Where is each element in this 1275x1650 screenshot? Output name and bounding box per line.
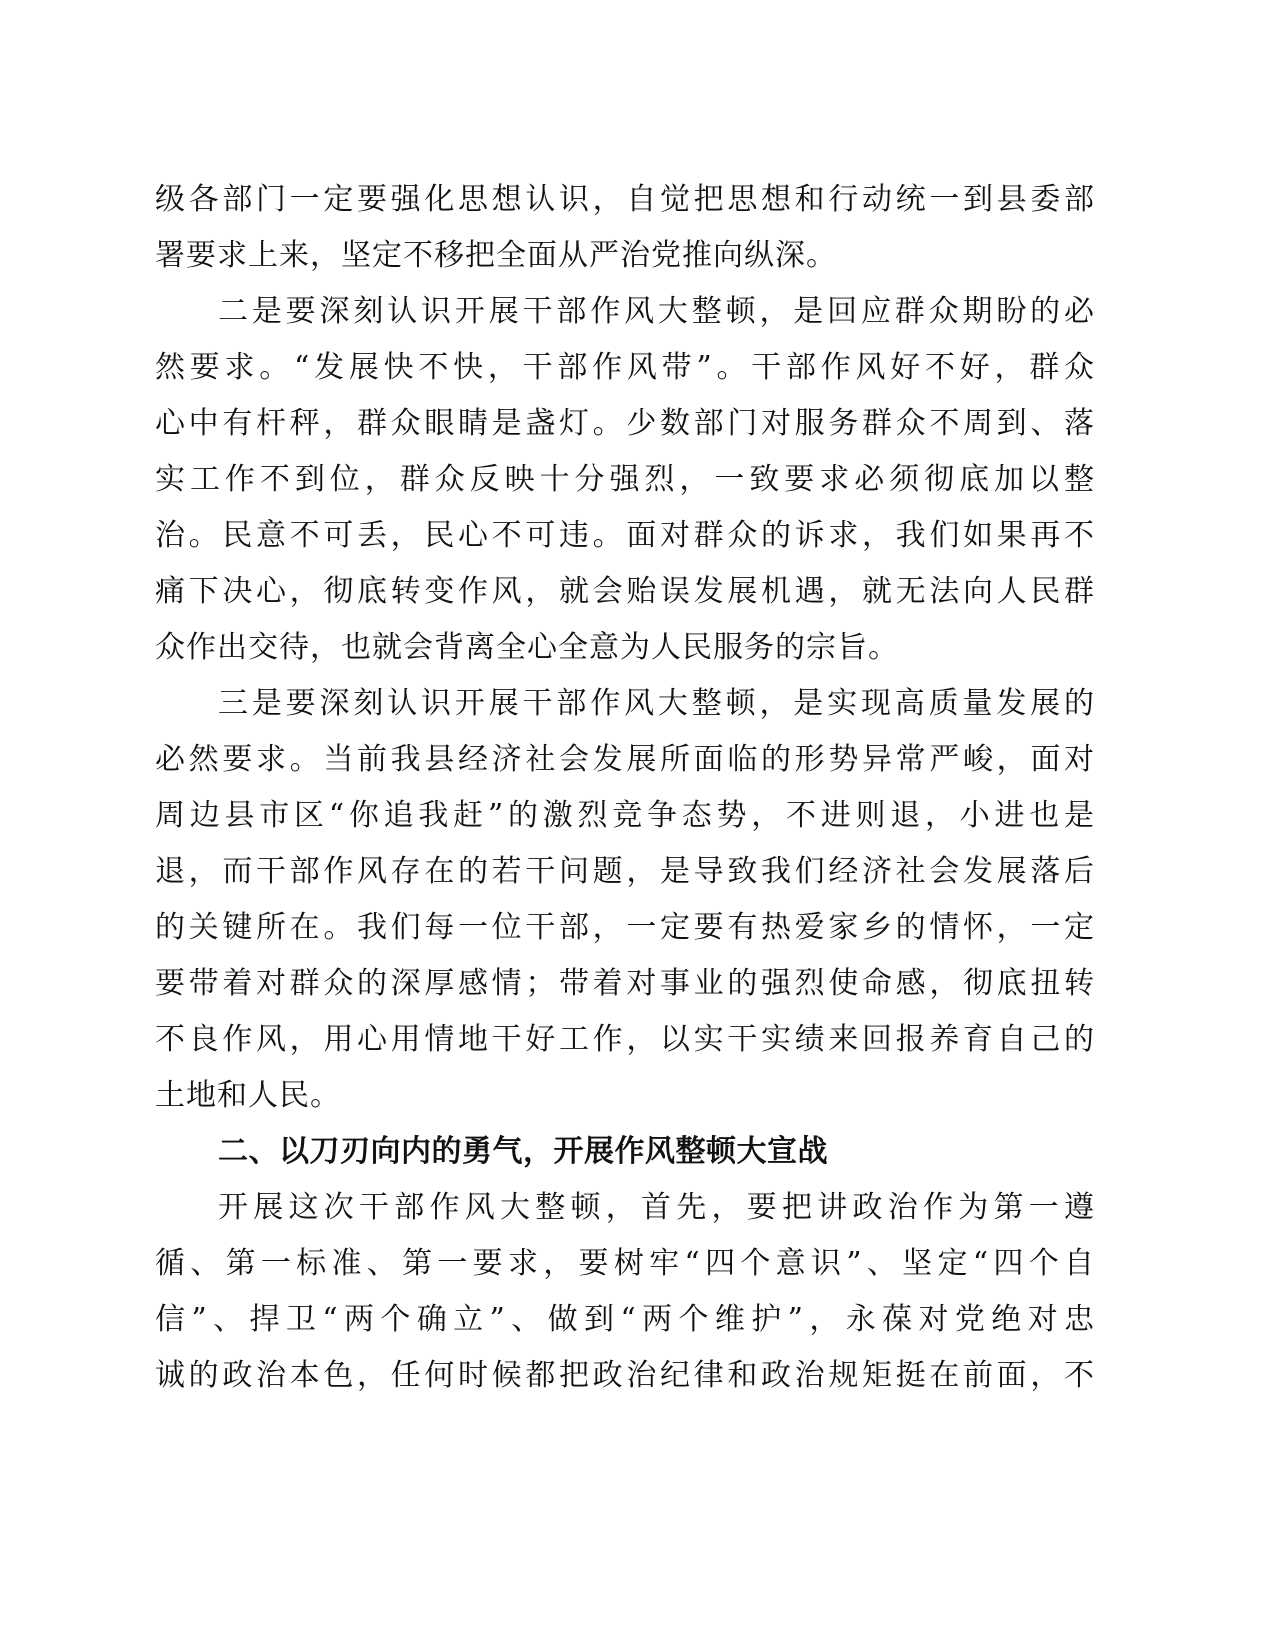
text-line-13: 退，而干部作风存在的若干问题，是导致我们经济社会发展落后 (155, 854, 1095, 889)
text-line-21: 信”、捍卫“两个确立”、做到“两个维护”，永葆对党绝对忠 (155, 1302, 1095, 1337)
text-line-2: 署要求上来，坚定不移把全面从严治党推向纵深。 (155, 238, 837, 273)
text-line-10: 三是要深刻认识开展干部作风大整顿，是实现高质量发展的 (218, 686, 1095, 721)
text-line-3: 二是要深刻认识开展干部作风大整顿，是回应群众期盼的必 (218, 294, 1095, 329)
text-line-1: 级各部门一定要强化思想认识，自觉把思想和行动统一到县委部 (155, 182, 1095, 217)
text-line-14: 的关键所在。我们每一位干部，一定要有热爱家乡的情怀，一定 (155, 910, 1095, 945)
text-line-5: 心中有杆秤，群众眼睛是盏灯。少数部门对服务群众不周到、落 (155, 406, 1095, 441)
text-line-8: 痛下决心，彻底转变作风，就会贻误发展机遇，就无法向人民群 (155, 574, 1095, 609)
text-line-20: 循、第一标准、第一要求，要树牢“四个意识”、坚定“四个自 (155, 1246, 1095, 1281)
text-line-19: 开展这次干部作风大整顿，首先，要把讲政治作为第一遵 (218, 1190, 1095, 1225)
text-line-11: 必然要求。当前我县经济社会发展所面临的形势异常严峻，面对 (155, 742, 1095, 777)
text-line-17: 土地和人民。 (155, 1078, 341, 1113)
text-line-22: 诚的政治本色，任何时候都把政治纪律和政治规矩挺在前面，不 (155, 1358, 1095, 1393)
text-line-6: 实工作不到位，群众反映十分强烈，一致要求必须彻底加以整 (155, 462, 1095, 497)
section-heading: 二、以刀刃向内的勇气，开展作风整顿大宣战 (218, 1134, 828, 1169)
text-line-15: 要带着对群众的深厚感情；带着对事业的强烈使命感，彻底扭转 (155, 966, 1095, 1001)
text-line-12: 周边县市区“你追我赶”的激烈竞争态势，不进则退，小进也是 (155, 798, 1095, 833)
text-line-7: 治。民意不可丢，民心不可违。面对群众的诉求，我们如果再不 (155, 518, 1095, 553)
text-line-4: 然要求。“发展快不快，干部作风带”。干部作风好不好，群众 (155, 350, 1095, 385)
text-line-16: 不良作风，用心用情地干好工作，以实干实绩来回报养育自己的 (155, 1022, 1095, 1057)
text-line-9: 众作出交待，也就会背离全心全意为人民服务的宗旨。 (155, 630, 899, 665)
